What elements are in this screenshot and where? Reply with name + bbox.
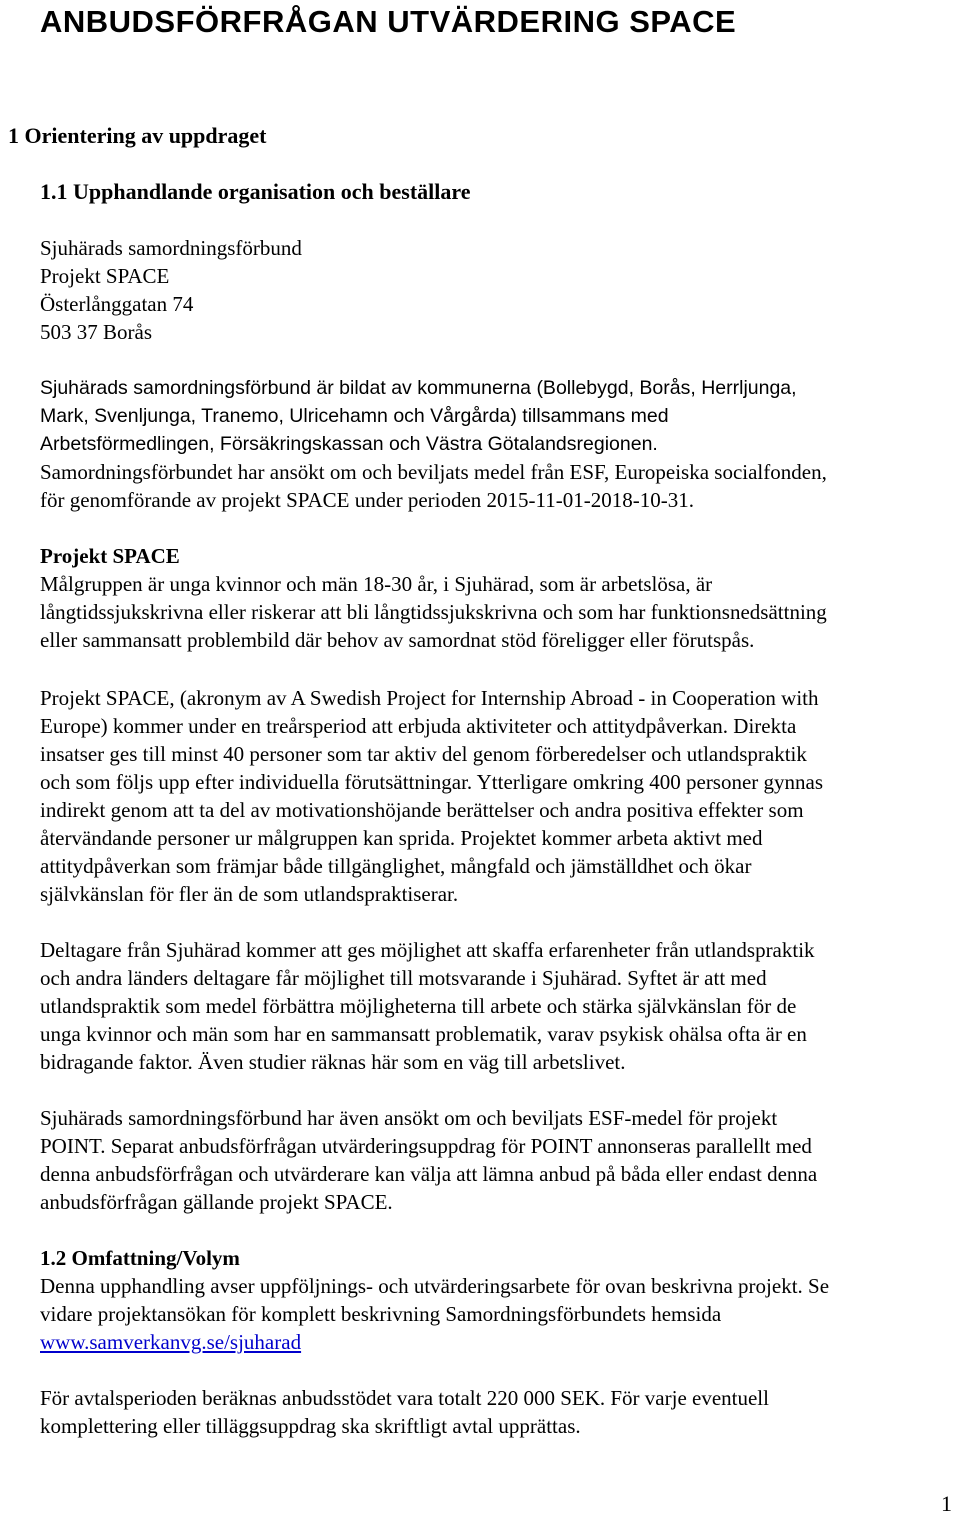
text-line: Samordningsförbundet har ansökt om och beviljats medel från ESF, Europeiska socialfonden, — [40, 460, 827, 484]
text-line: Sjuhärads samordningsförbund har även ansökt om och beviljats ESF-medel för projekt — [40, 1106, 778, 1130]
website-link[interactable]: www.samverkanvg.se/sjuharad — [40, 1330, 302, 1354]
text-line: bidragande faktor. Även studier räknas här som en väg till arbetslivet. — [40, 1050, 626, 1074]
section-heading-1: 1 Orientering av uppdraget — [8, 123, 267, 148]
address-line: Projekt SPACE — [40, 264, 170, 288]
intro-paragraph-sans — [40, 374, 952, 458]
intro-paragraph-serif — [40, 458, 952, 514]
text-line: Målgruppen är unga kvinnor och män 18-30 år, i Sjuhärad, som är arbetslösa, är — [40, 572, 713, 596]
text-line: unga kvinnor och män som har en sammansatt problematik, varav psykisk ohälsa ofta är en — [40, 1022, 807, 1046]
section-heading-1-1: 1.1 Upphandlande organisation och beställare — [40, 179, 471, 204]
section-heading-1-2: 1.2 Omfattning/Volym — [40, 1246, 240, 1270]
text-line: attitydpåverkan som främjar både tillgänglighet, mångfald och jämställdhet och ökar — [40, 854, 752, 878]
text-line: För avtalsperioden beräknas anbudsstödet vara totalt 220 000 SEK. För varje eventuell — [40, 1386, 769, 1410]
target-group-paragraph — [40, 542, 952, 654]
address-block — [40, 234, 952, 346]
space-description-paragraph — [40, 684, 952, 908]
text-line: utlandspraktik som medel förbättra möjligheterna till arbete och stärka självkänslan för de — [40, 994, 797, 1018]
text-line: Europe) kommer under en treårsperiod att erbjuda aktiviteter och attitydpåverkan. Direkta — [40, 714, 797, 738]
text-line: och som följs upp efter individuella förutsättningar. Ytterligare omkring 400 personer gynnas — [40, 770, 824, 794]
text-line: denna anbudsförfrågan och utvärderare kan välja att lämna anbud på båda eller endast denna — [40, 1162, 818, 1186]
text-line: och andra länders deltagare får möjlighet till motsvarande i Sjuhärad. Syftet är att med — [40, 966, 767, 990]
text-line: POINT. Separat anbudsförfrågan utvärderingsuppdrag för POINT annonseras parallellt med — [40, 1134, 812, 1158]
text-line: Deltagare från Sjuhärad kommer att ges möjlighet att skaffa erfarenheter från utlandspraktik — [40, 938, 815, 962]
text-line: insatser ges till minst 40 personer som tar aktiv del genom förberedelser och utlandspraktik — [40, 742, 807, 766]
text-line: självkänslan för fler än de som utlandspraktiserar. — [40, 882, 459, 906]
text-line: anbudsförfrågan gällande projekt SPACE. — [40, 1190, 393, 1214]
participants-paragraph — [40, 936, 952, 1076]
text-line: indirekt genom att ta del av motivationshöjande berättelser och andra positiva effekter som — [40, 798, 804, 822]
address-line: Sjuhärads samordningsförbund — [40, 236, 302, 260]
text-line: återvändande personer ur målgruppen kan sprida. Projektet kommer arbeta aktivt med — [40, 826, 763, 850]
text-line: vidare projektansökan för komplett beskrivning Samordningsförbundets hemsida — [40, 1302, 722, 1326]
budget-paragraph — [40, 1384, 952, 1440]
text-line: för genomförande av projekt SPACE under perioden 2015-11-01-2018-10-31. — [40, 488, 694, 512]
address-line: Österlånggatan 74 — [40, 292, 194, 316]
scope-paragraph — [40, 1244, 952, 1356]
document-title: ANBUDSFÖRFRÅGAN UTVÄRDERING SPACE — [40, 4, 737, 39]
text-line: långtidssjukskrivna eller riskerar att bli långtidssjukskrivna och som har funktionsnedsättning — [40, 600, 827, 624]
text-line: Sjuhärads samordningsförbund är bildat av kommunerna (Bollebygd, Borås, Herrljunga, — [40, 377, 797, 399]
point-paragraph — [40, 1104, 952, 1216]
text-line: Mark, Svenljunga, Tranemo, Ulricehamn och Vårgårda) tillsammans med — [40, 405, 669, 427]
address-line: 503 37 Borås — [40, 320, 152, 344]
text-line: Projekt SPACE, (akronym av A Swedish Project for Internship Abroad - in Cooperation with — [40, 686, 819, 710]
text-line: Denna upphandling avser uppföljnings- och utvärderingsarbete för ovan beskrivna projekt. Se — [40, 1274, 830, 1298]
page-number: 1 — [941, 1491, 952, 1516]
text-line: eller sammansatt problembild där behov av samordnat stöd föreligger eller förutspås. — [40, 628, 755, 652]
project-heading: Projekt SPACE — [40, 544, 180, 568]
text-line: Arbetsförmedlingen, Försäkringskassan och Västra Götalandsregionen. — [40, 433, 658, 455]
text-line: komplettering eller tilläggsuppdrag ska skriftligt avtal upprättas. — [40, 1414, 581, 1438]
